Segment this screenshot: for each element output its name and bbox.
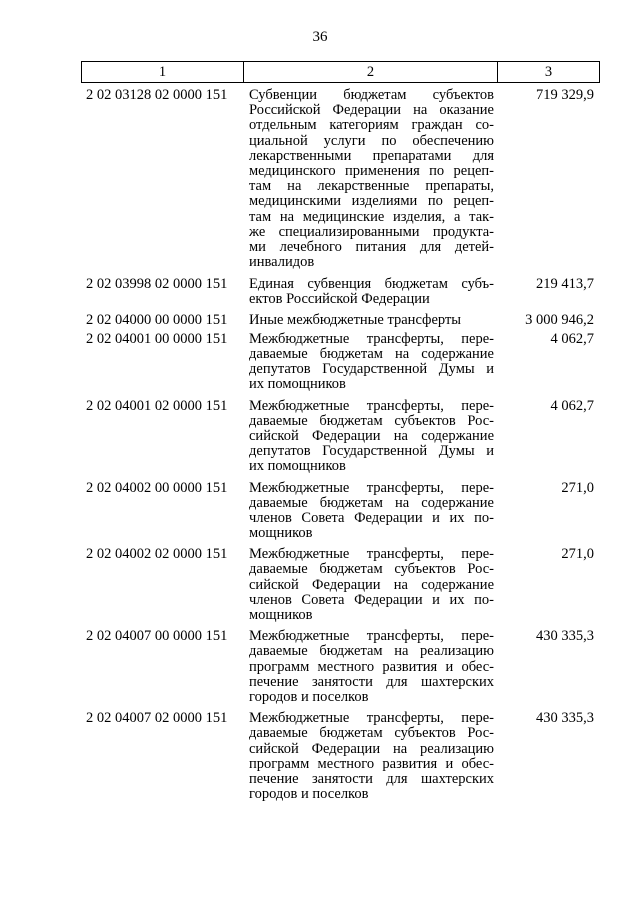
amount-value: 719 329,9	[536, 87, 594, 103]
amount-value: 430 335,3	[536, 628, 594, 645]
description-line: мощников	[249, 607, 313, 624]
description-line: инвалидов	[249, 254, 315, 271]
description-line: членов Совета Федерации и их по-	[249, 509, 494, 526]
description-line: Межбюджетные трансферты, пере-	[249, 710, 494, 727]
description-line: Субвенции бюджетам субъектов	[249, 87, 494, 103]
description-line: городов и поселков	[249, 786, 369, 803]
description-line: медицинскими изделиями по рецеп-	[249, 193, 494, 210]
item-description	[242, 399, 498, 475]
budget-code: 2 02 04001 02 0000 151	[86, 397, 228, 414]
description-line: их помощников	[249, 376, 346, 393]
item-description	[242, 629, 498, 705]
description-line: циальной услуги по обеспечению	[249, 132, 494, 149]
budget-code: 2 02 04007 00 0000 151	[86, 628, 228, 645]
budget-code: 2 02 04001 00 0000 151	[86, 330, 228, 347]
table-row	[81, 547, 600, 623]
description-line: печение занятости для шахтерских	[249, 770, 494, 787]
description-line: медицинского применения по рецеп-	[249, 162, 494, 179]
budget-code: 2 02 04002 00 0000 151	[86, 479, 228, 496]
table-row	[81, 399, 600, 475]
budget-code: 2 02 04000 00 0000 151	[86, 311, 228, 328]
description-line: печение занятости для шахтерских	[249, 673, 494, 690]
budget-code: 2 02 04002 02 0000 151	[86, 546, 228, 563]
amount-value: 4 062,7	[550, 330, 594, 347]
description-line: сийской Федерации на содержание	[249, 427, 494, 444]
table-row	[81, 88, 600, 270]
description-line: Межбюджетные трансферты, пере-	[249, 397, 494, 414]
column-header-1: 1	[82, 62, 244, 82]
description-line: Единая субвенция бюджетам субъ-	[249, 276, 494, 293]
description-line: даваемые бюджетам на реализацию	[249, 643, 494, 660]
description-line: же специализированными продукта-	[249, 223, 494, 240]
budget-table	[81, 61, 600, 802]
budget-code: 2 02 03998 02 0000 151	[86, 276, 228, 293]
description-line: там на лекарственные препараты,	[249, 178, 494, 195]
budget-code: 2 02 04007 02 0000 151	[86, 710, 228, 727]
item-description	[242, 277, 498, 307]
description-line: сийской Федерации на реализацию	[249, 740, 494, 757]
description-line: программ местного развития и обес-	[249, 658, 494, 675]
item-description	[242, 313, 498, 328]
budget-code: 2 02 03128 02 0000 151	[86, 87, 228, 103]
description-line: депутатов Государственной Думы и	[249, 443, 494, 460]
description-line: ми лечебного питания для детей-	[249, 238, 494, 255]
item-description	[242, 88, 498, 270]
table-row	[81, 629, 600, 705]
description-line: Иные межбюджетные трансферты	[249, 311, 462, 328]
description-line: даваемые бюджетам субъектов Рос-	[249, 561, 494, 578]
table-row	[81, 277, 600, 307]
description-line: их помощников	[249, 458, 346, 475]
description-line: лекарственными препаратами для	[249, 147, 494, 164]
page-number: 36	[312, 29, 328, 45]
description-line: программ местного развития и обес-	[249, 755, 494, 772]
description-line: Межбюджетные трансферты, пере-	[249, 628, 494, 645]
description-line: сийской Федерации на содержание	[249, 576, 494, 593]
item-description	[242, 332, 498, 393]
description-line: Межбюджетные трансферты, пере-	[249, 479, 494, 496]
description-line: даваемые бюджетам на содержание	[249, 494, 494, 511]
table-row	[81, 711, 600, 802]
table-row	[81, 332, 600, 393]
item-description	[242, 711, 498, 802]
amount-value: 271,0	[561, 479, 594, 496]
column-header-3: 3	[544, 63, 553, 80]
description-line: даваемые бюджетам субъектов Рос-	[249, 725, 494, 742]
table-row	[81, 481, 600, 542]
description-line: даваемые бюджетам на содержание	[249, 346, 494, 363]
description-line: депутатов Государственной Думы и	[249, 361, 494, 378]
amount-value: 271,0	[561, 546, 594, 563]
description-line: членов Совета Федерации и их по-	[249, 591, 494, 608]
table-row	[81, 313, 600, 328]
description-line: Межбюджетные трансферты, пере-	[249, 546, 494, 563]
table-header-row	[81, 61, 600, 83]
description-line: мощников	[249, 525, 313, 542]
description-line: Российской Федерации на оказание	[249, 102, 494, 119]
description-line: там на медицинские изделия, а так-	[249, 208, 494, 225]
item-description	[242, 481, 498, 542]
description-line: Межбюджетные трансферты, пере-	[249, 330, 494, 347]
item-description	[242, 547, 498, 623]
amount-value: 219 413,7	[536, 276, 594, 293]
table-body	[81, 88, 600, 802]
column-header-2: 2	[244, 62, 498, 82]
amount-value: 3 000 946,2	[525, 311, 594, 328]
amount-value: 4 062,7	[550, 397, 594, 414]
amount-value: 430 335,3	[536, 710, 594, 727]
description-line: ектов Российской Федерации	[249, 291, 430, 308]
description-line: городов и поселков	[249, 688, 369, 705]
description-line: даваемые бюджетам субъектов Рос-	[249, 412, 494, 429]
description-line: отдельным категориям граждан со-	[249, 117, 494, 134]
